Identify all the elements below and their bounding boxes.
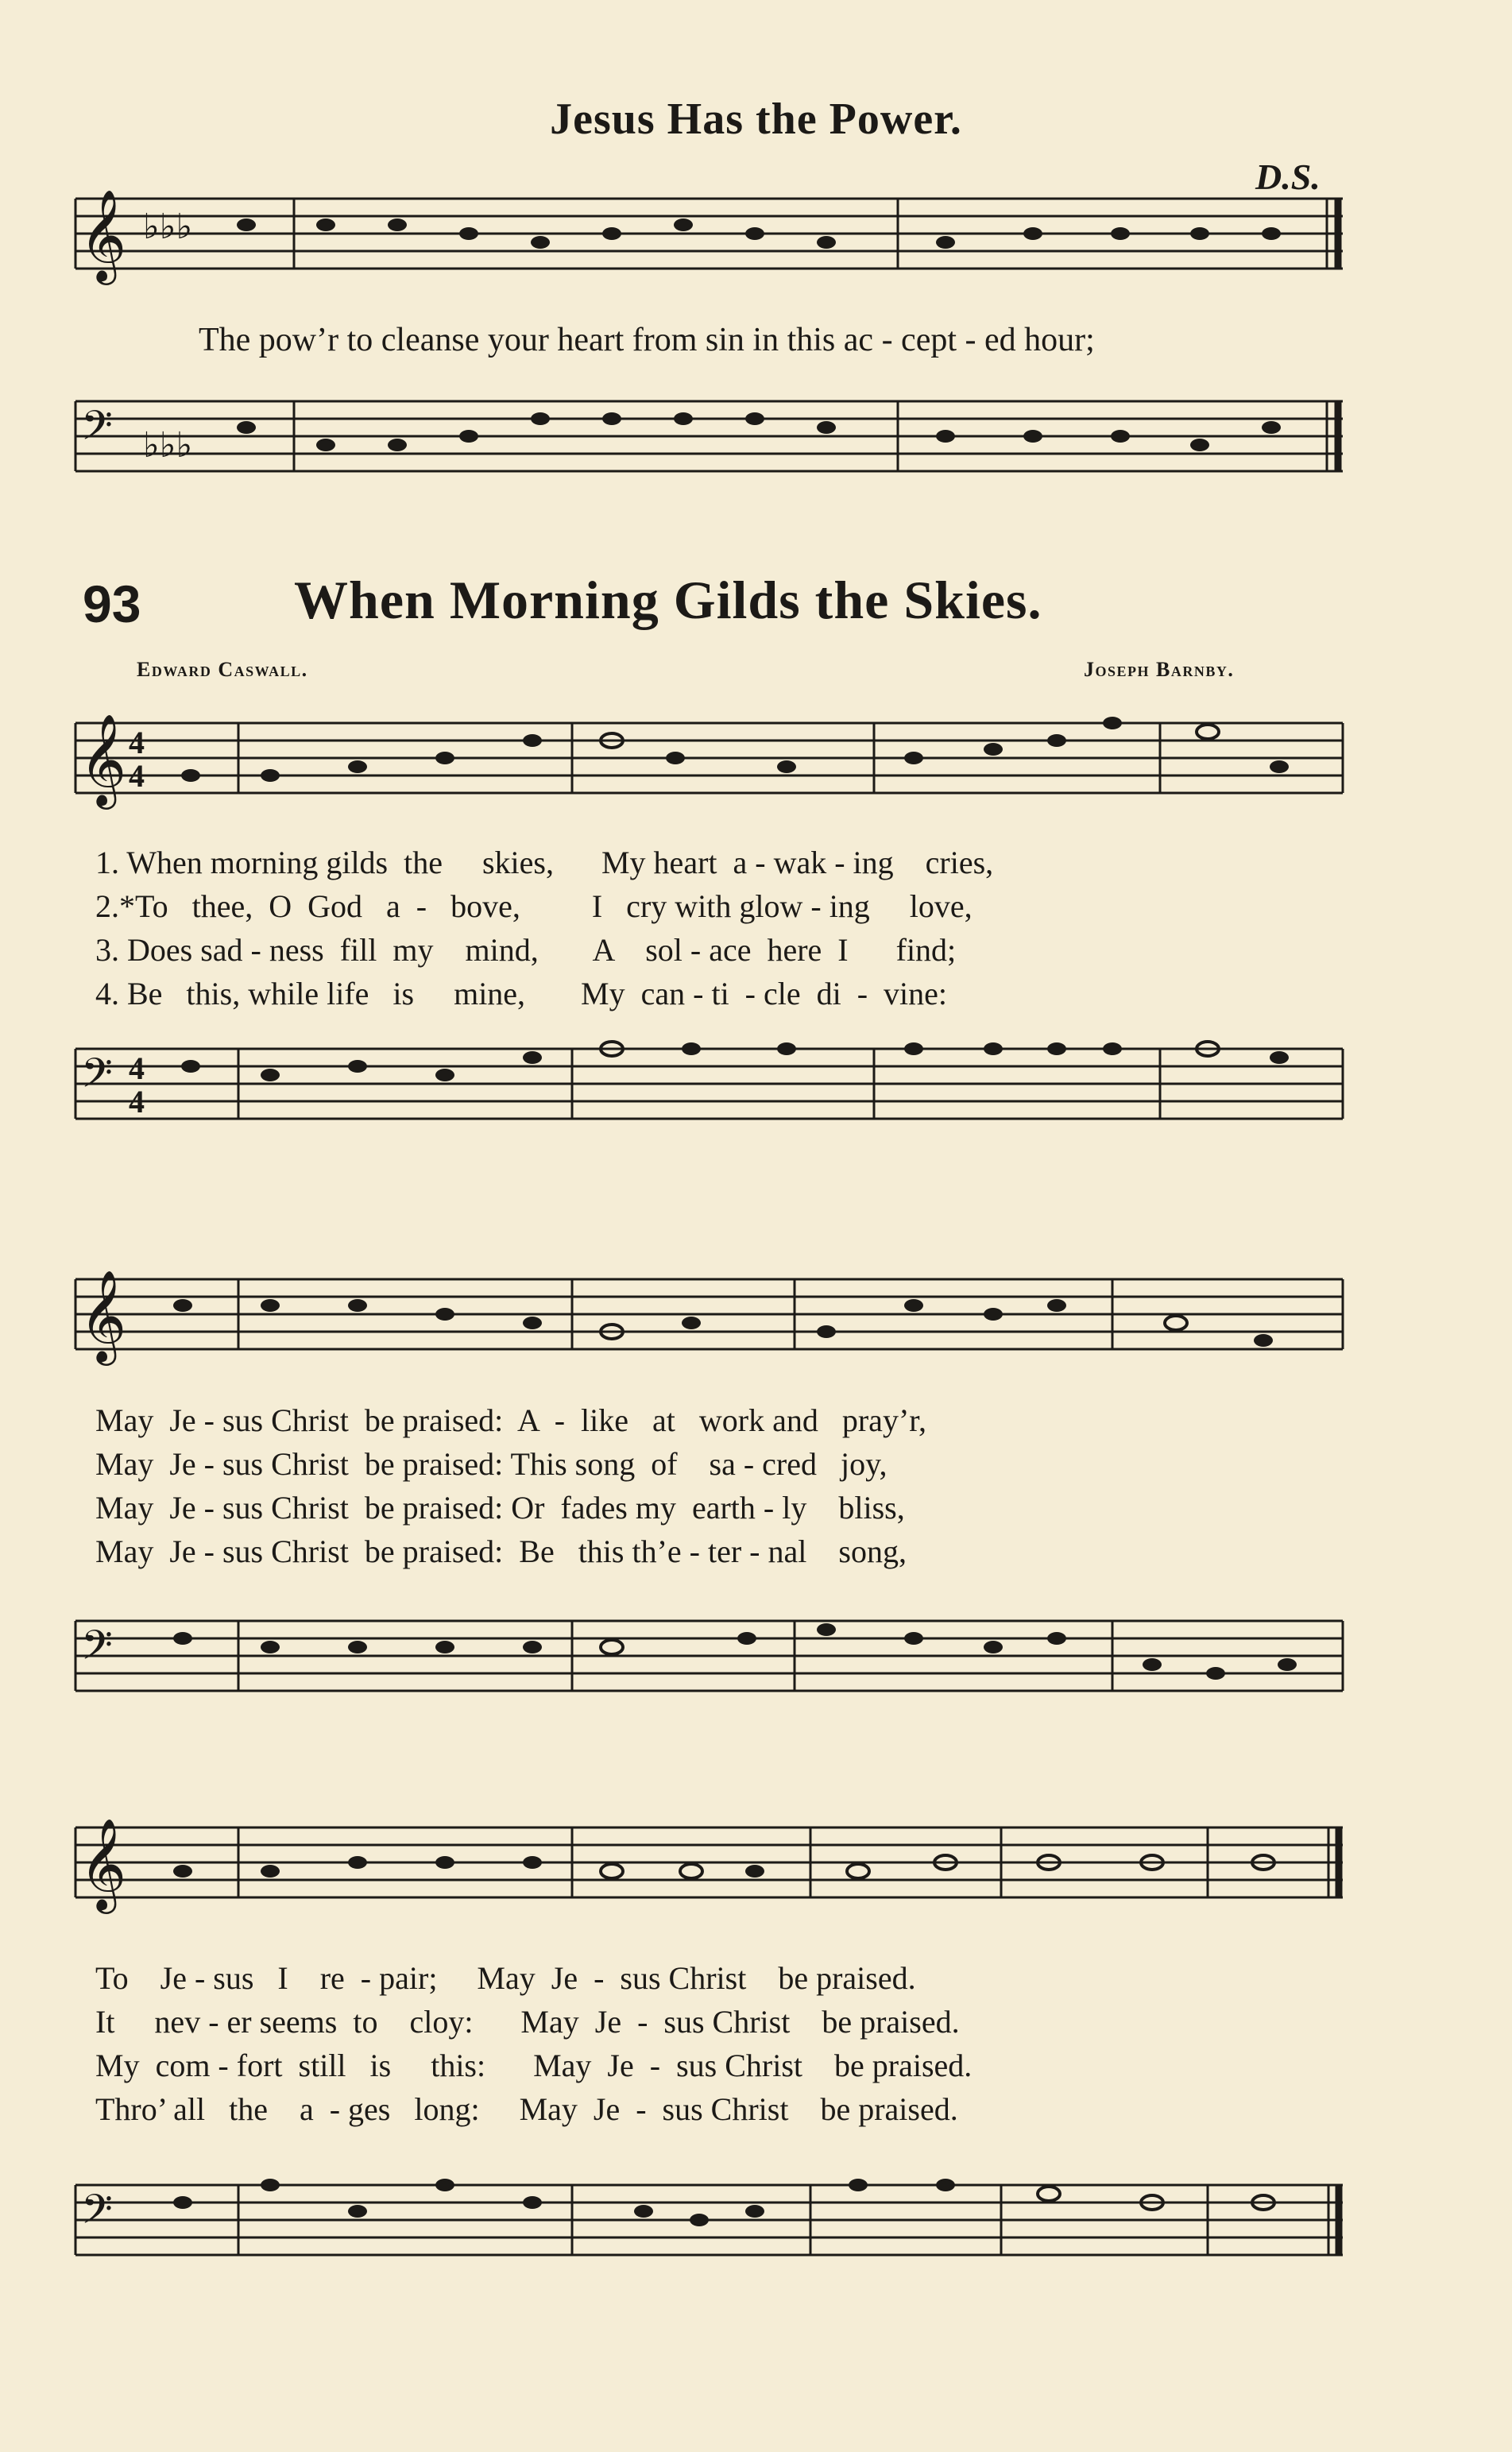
svg-text:4: 4 bbox=[129, 758, 145, 794]
previous-hymn-lyric: The pow’r to cleanse your heart from sin in this ac - cept - ed hour; bbox=[199, 322, 1095, 358]
verse-line: 1. When morning gilds the skies, My heart a - wak - ing cries, bbox=[95, 845, 994, 880]
svg-text:4: 4 bbox=[129, 1084, 145, 1120]
svg-text:𝄢: 𝄢 bbox=[81, 1621, 113, 1679]
svg-text:𝄞: 𝄞 bbox=[79, 713, 127, 806]
system-1-lyrics bbox=[95, 841, 1335, 1015]
system-2-bass-staff bbox=[64, 1605, 1351, 1708]
verse-line: To Je - sus I re - pair; May Je - sus Christ be praised. bbox=[95, 1960, 916, 1996]
svg-text:𝄞: 𝄞 bbox=[79, 1269, 127, 1362]
system-1-bass-staff bbox=[64, 1033, 1351, 1136]
verse-line: It nev - er seems to cloy: May Je - sus Christ be praised. bbox=[95, 2004, 960, 2040]
system-3-bass-staff bbox=[64, 2169, 1351, 2272]
svg-text:𝄞: 𝄞 bbox=[79, 188, 127, 281]
system-3-lyrics bbox=[95, 1956, 1335, 2131]
svg-text:♭♭♭: ♭♭♭ bbox=[143, 425, 193, 466]
previous-hymn-treble-staff bbox=[64, 183, 1351, 286]
system-3-treble-staff bbox=[64, 1812, 1351, 1915]
hymn-number: 93 bbox=[83, 574, 141, 633]
system-2-treble-staff bbox=[64, 1263, 1351, 1367]
verse-line: 4. Be this, while life is mine, My can - ti - cle di - vine: bbox=[95, 976, 948, 1011]
svg-text:4: 4 bbox=[129, 725, 145, 760]
svg-text:𝄞: 𝄞 bbox=[79, 1817, 127, 1910]
system-1-treble-staff bbox=[64, 707, 1351, 810]
verse-line: Thro’ all the a - ges long: May Je - sus Christ be praised. bbox=[95, 2091, 958, 2127]
system-2-lyrics bbox=[95, 1398, 1335, 1573]
verse-line: May Je - sus Christ be praised: A - like at work and pray’r, bbox=[95, 1402, 926, 1438]
verse-line: My com - fort still is this: May Je - sus Christ be praised. bbox=[95, 2048, 973, 2083]
verse-line: May Je - sus Christ be praised: Or fades my earth - ly bliss, bbox=[95, 1490, 905, 1526]
verse-line: 3. Does sad - ness fill my mind, A sol - ace here I find; bbox=[95, 932, 957, 968]
previous-hymn-title: Jesus Has the Power. bbox=[550, 95, 962, 144]
ds-marking: D.S. bbox=[1255, 157, 1321, 197]
verse-line: May Je - sus Christ be praised: This song of sa - cred joy, bbox=[95, 1446, 887, 1482]
composer-credit: Joseph Barnby. bbox=[1084, 658, 1235, 681]
verse-line: 2.*To thee, O God a - bove, I cry with glow - ing love, bbox=[95, 888, 973, 924]
verse-line: May Je - sus Christ be praised: Be this th’e - ter - nal song, bbox=[95, 1533, 907, 1569]
svg-text:𝄢: 𝄢 bbox=[81, 2185, 113, 2243]
lyricist-credit: Edward Caswall. bbox=[137, 658, 308, 681]
previous-hymn-bass-staff bbox=[64, 385, 1351, 489]
svg-text:4: 4 bbox=[129, 1050, 145, 1086]
svg-text:♭♭♭: ♭♭♭ bbox=[143, 207, 193, 247]
svg-text:𝄢: 𝄢 bbox=[81, 1049, 113, 1107]
hymn-title: When Morning Gilds the Skies. bbox=[294, 570, 1042, 630]
svg-text:𝄢: 𝄢 bbox=[81, 401, 113, 459]
